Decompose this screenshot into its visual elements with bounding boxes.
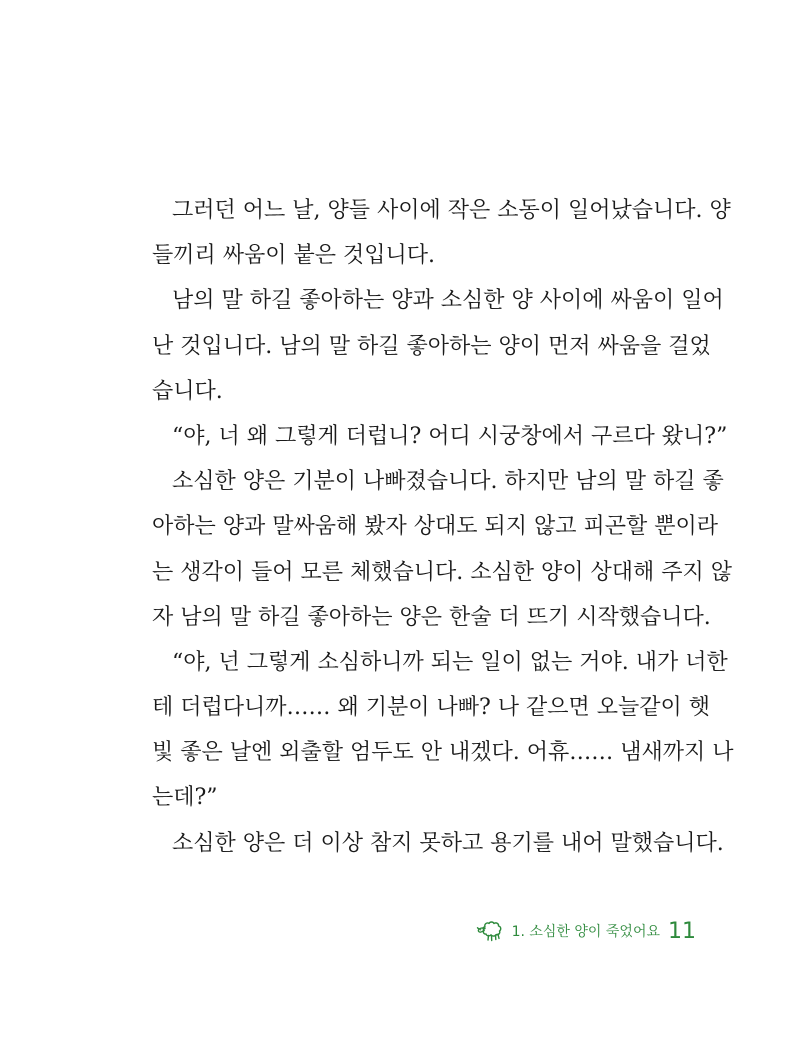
text-line: 아하는 양과 말싸움해 봤자 상대도 되지 않고 피곤할 뿐이라	[152, 514, 718, 540]
page-number: 11	[668, 918, 696, 944]
text-line: 남의 말 하길 좋아하는 양과 소심한 양 사이에 싸움이 일어	[172, 288, 724, 314]
chapter-title: 1. 소심한 양이 죽었어요	[511, 924, 660, 940]
text-line: 그러던 어느 날, 양들 사이에 작은 소동이 일어났습니다. 양	[172, 198, 731, 223]
text-line: 빛 좋은 날엔 외출할 엄두도 안 내겠다. 어휴…… 냄새까지 나	[152, 740, 734, 766]
text-line: 난 것입니다. 남의 말 하길 좋아하는 양이 먼저 싸움을 걸었	[152, 333, 711, 359]
sheep-icon	[476, 918, 506, 944]
text-line: “야, 넌 그렇게 소심하니까 되는 일이 없는 거야. 내가 너한	[172, 649, 728, 675]
text-line: 테 더럽다니까…… 왜 기분이 나빠? 나 같으면 오늘같이 햇	[152, 695, 711, 721]
text-line: 소심한 양은 더 이상 참지 못하고 용기를 내어 말했습니다.	[172, 830, 724, 856]
body-text	[152, 188, 734, 866]
text-line: 소심한 양은 기분이 나빠졌습니다. 하지만 남의 말 하길 좋	[172, 469, 724, 495]
text-line: 습니다.	[152, 378, 223, 404]
text-line: 는 생각이 들어 모른 체했습니다. 소심한 양이 상대해 주지 않	[152, 559, 732, 585]
text-line: “야, 너 왜 그렇게 더럽니? 어디 시궁창에서 구르다 왔니?”	[172, 423, 728, 449]
text-line: 자 남의 말 하길 좋아하는 양은 한술 더 뜨기 시작했습니다.	[152, 604, 711, 630]
text-line: 는데?”	[152, 785, 218, 811]
text-line: 들끼리 싸움이 붙은 것입니다.	[152, 243, 435, 269]
page-footer	[476, 914, 696, 948]
